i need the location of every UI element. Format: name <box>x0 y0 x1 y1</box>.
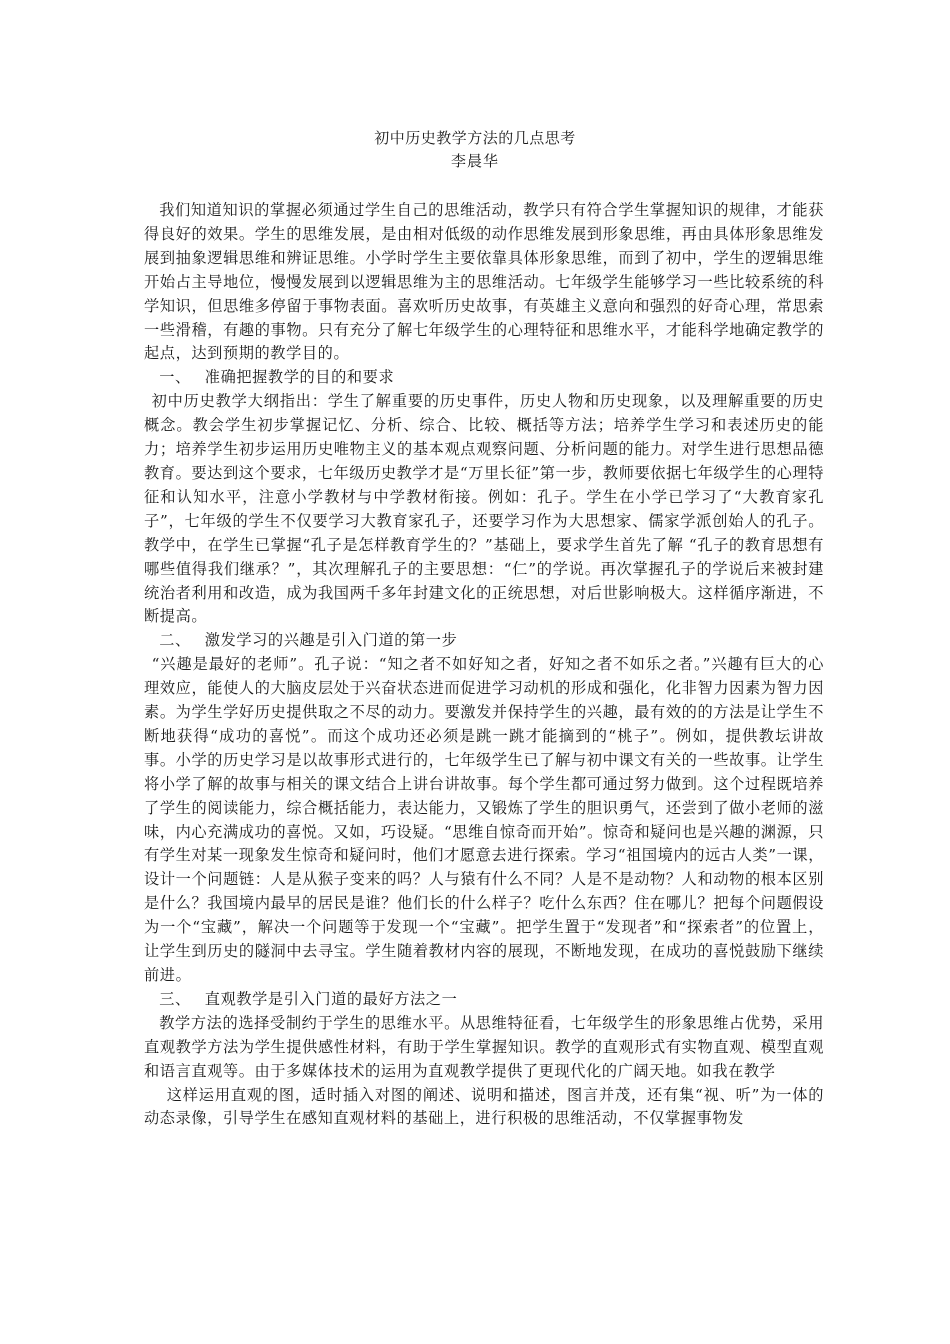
section-number: 二、 <box>159 631 191 650</box>
section-heading-text: 激发学习的兴趣是引入门道的第一步 <box>204 631 458 650</box>
document-body <box>144 199 824 1131</box>
body-paragraph: “兴趣是最好的老师”。孔子说：“知之者不如好知之者，好知之者不如乐之者。”兴趣有巨大的心理效应，能使人的大脑皮层处于兴奋状态进而促进学习动机的形成和强化，化非智力因素为智力因素。为学生学好历史提供取之不尽的动力。要激发并保持学生的兴趣，最有效的的方法是让学生不断地获得“成功的喜悦”。而这个成功还必须是跳一跳才能摘到的“桃子”。例如，提供教坛讲故事。小学的历史学习是以故事形式进行的，七年级学生已了解与初中课文有关的一些故事。让学生将小学了解的故事与相关的课文结合上讲台讲故事。每个学生都可通过努力做到。这个过程既培养了学生的阅读能力，综合概括能力，表达能力，又锻炼了学生的胆识勇气，还尝到了做小老师的滋味，内心充满成功的喜悦。又如，巧设疑。“思维自惊奇而开始”。惊奇和疑问也是兴趣的渊源，只有学生对某一现象发生惊奇和疑问时，他们才愿意去进行探索。学习“祖国境内的远古人类”一课，设计一个问题链：人是从猴子变来的吗？人与猿有什么不同？人是不是动物？人和动物的根本区别是什么？我国境内最早的居民是谁？他们长的什么样子？吃什么东西？住在哪儿？把每个问题假设为一个“宝藏”，解决一个问题等于发现一个“宝藏”。把学生置于“发现者”和“探索者”的位置上，让学生到历史的隧洞中去寻宝。学生随着教材内容的展现，不断地发现，在成功的喜悦鼓励下继续前进。 <box>144 655 824 984</box>
document-title: 初中历史教学方法的几点思考 <box>374 129 576 147</box>
body-paragraph: 这样运用直观的图，适时插入对图的阐述、说明和描述，图言并茂，还有集“视、听”为一体的动态录像，引导学生在感知直观材料的基础上，进行积极的思维活动，不仅掌握事物发 <box>144 1085 824 1128</box>
intro-paragraph: 我们知道知识的掌握必须通过学生自己的思维活动，教学只有符合学生掌握知识的规律，才能获得良好的效果。学生的思维发展，是由相对低级的动作思维发展到形象思维，再由具体形象思维发展到抽象逻辑思维和辨证思维。小学时学生主要依靠具体形象思维，而到了初中，学生的逻辑思维开始占主导地位，慢慢发展到以逻辑思维为主的思维活动。七年级学生能够学习一些比较系统的科学知识，但思维多停留于事物表面。喜欢听历史故事，有英雄主义意向和强烈的好奇心理，常思索一些滑稽，有趣的事物。只有充分了解七年级学生的心理特征和思维水平，才能科学地确定教学的起点，达到预期的教学目的。 <box>144 201 824 363</box>
section-heading-2 <box>144 629 824 653</box>
body-paragraph: 初中历史教学大纲指出：学生了解重要的历史事件，历史人物和历史现象，以及理解重要的历史概念。教会学生初步掌握记忆、分析、综合、比较、概括等方法；培养学生学习和表述历史的能力；培养学生初步运用历史唯物主义的基本观点观察问题、分析问题的能力。对学生进行思想品德教育。要达到这个要求，七年级历史教学才是“万里长征”第一步，教师要依据七年级学生的心理特征和认知水平，注意小学教材与中学教材衔接。例如：孔子。学生在小学已学习了“大教育家孔子”，七年级的学生不仅要学习大教育家孔子，还要学习作为大思想家、儒家学派创始人的孔子。教学中，在学生已掌握“孔子是怎样教育学生的？”基础上，要求学生首先了解 “孔子的教育思想有哪些值得我们继承？”，其次理解孔子的主要思想：“仁”的学说。再次掌握孔子的学说后来被封建统治者利用和改造，成为我国两千多年封建文化的正统思想，对后世影响极大。这样循序渐进，不断提高。 <box>144 392 824 626</box>
section-heading-3 <box>144 988 824 1012</box>
section-heading-text: 准确把握教学的目的和要求 <box>204 368 395 387</box>
section-heading-text: 直观教学是引入门道的最好方法之一 <box>204 989 458 1008</box>
body-paragraph: 教学方法的选择受制约于学生的思维水平。从思维特征看，七年级学生的形象思维占优势，采用直观教学方法为学生提供感性材料，有助于学生掌握知识。教学的直观形式有实物直观、模型直观和语言直观等。由于多媒体技术的运用为直观教学提供了更现代化的广阔天地。如我在教学 <box>144 1013 824 1080</box>
document-author: 李晨华 <box>450 152 499 170</box>
section-number: 三、 <box>159 989 191 1008</box>
section-heading-1 <box>144 366 824 390</box>
section-number: 一、 <box>159 368 191 387</box>
